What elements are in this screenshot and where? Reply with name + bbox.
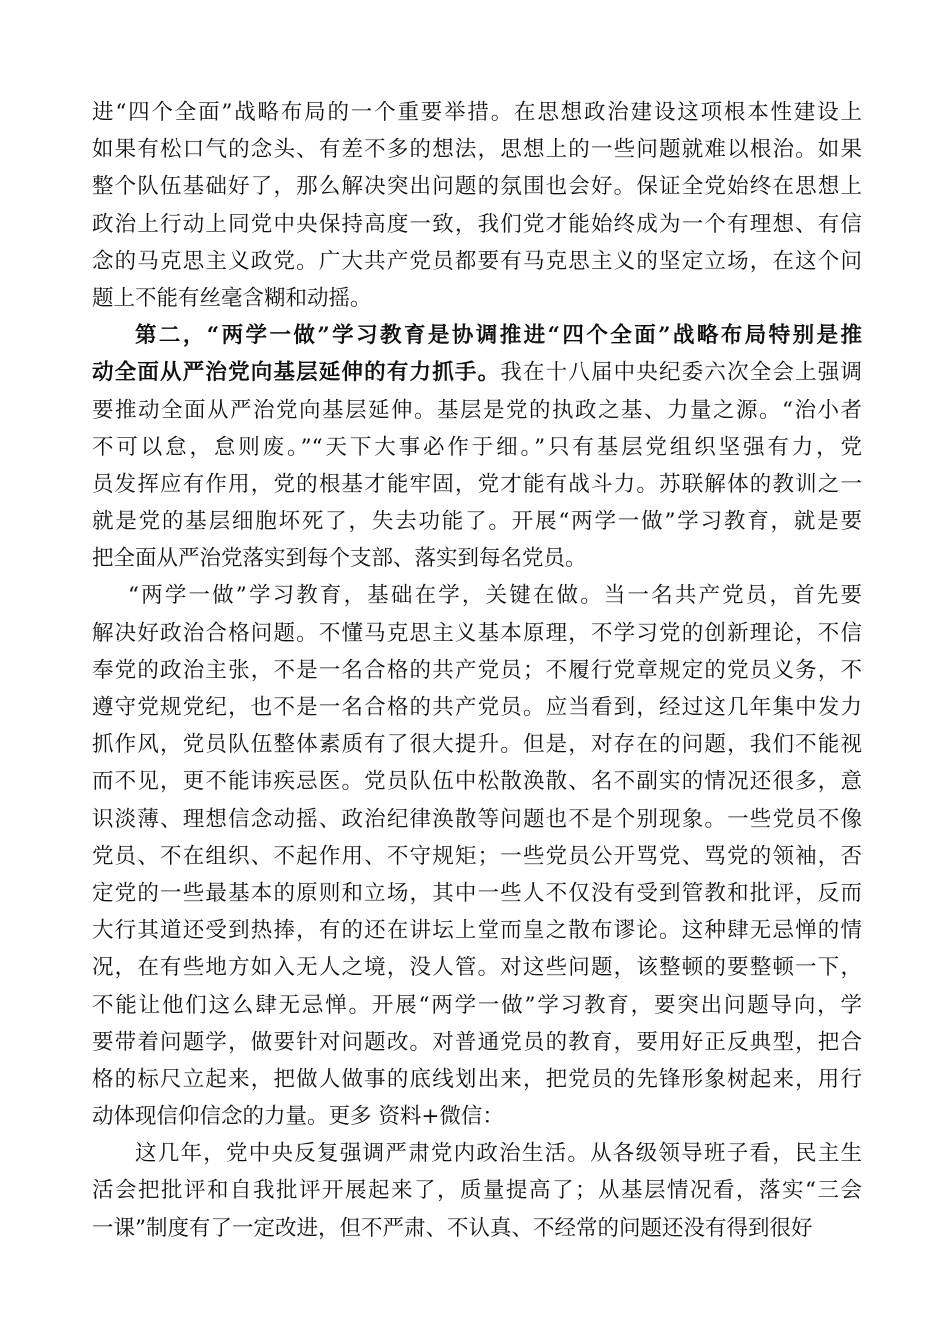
text-span: 定党的一些最基本的原则和立场，其中一些人不仅没有受到管教和批评，反而 [92,880,862,906]
text-line [92,354,862,391]
text-span: 进“四个全面”战略布局的一个重要举措。在思想政治建设这项根本性建设上 [92,100,862,125]
text-span: “两学一做”学习教育，基础在学，关键在做。当一名共产党员，首先要 [128,583,862,609]
text-line [92,131,862,168]
text-span: 大行其道还受到热捧，有的还在讲坛上堂而皇之散布谬论。这种肆无忌惮的情 [92,918,862,944]
text-line [92,168,862,205]
text-span: 如果有松口气的念头、有差不多的想法，思想上的一些问题就难以根治。如果 [92,137,862,163]
text-line [92,1024,862,1061]
paragraph [92,1135,862,1247]
text-span: 遵守党规党纪，也不是一名合格的共产党员。应当看到，经过这几年集中发力 [92,695,862,720]
text-line [92,280,862,317]
text-span: 要推动全面从严治党向基层延伸。基层是党的执政之基、力量之源。“治小者 [92,397,862,423]
text-span: 奉党的政治主张，不是一名合格的共产党员；不履行党章规定的党员义务，不 [92,657,862,683]
text-span: 这几年，党中央反复强调严肃党内政治生活。从各级领导班子看，民主生 [135,1141,862,1167]
text-span: 整个队伍基础好了，那么解决突出问题的氛围也会好。保证全党始终在思想上 [92,174,862,200]
text-span: 格的标尺立起来，把做人做事的底线划出来，把党员的先锋形象树起来，用行 [92,1066,862,1092]
text-span: 员发挥应有作用，党的根基才能牢固，党才能有战斗力。苏联解体的教训之一 [92,471,862,497]
text-span: 而不见，更不能讳疾忌医。党员队伍中松散涣散、名不副实的情况还很多，意 [92,769,862,795]
text-line [92,94,862,131]
text-span: 就是党的基层细胞坏死了，失去功能了。开展“两学一做”学习教育，就是要 [92,509,862,535]
text-span: 识淡薄、理想信念动摇、政治纪律涣散等问题也不是个别现象。一些党员不像 [92,806,862,832]
text-line [92,317,862,354]
text-line [92,763,862,800]
paragraph [92,94,862,317]
text-span: 题上不能有丝毫含糊和动摇。 [92,285,372,311]
text-span: 党员、不在组织、不起作用、不守规矩；一些党员公开骂党、骂党的领袖，否 [92,843,862,869]
bold-text: 动全面从严治党向基层延伸的有力抓手。 [92,360,501,386]
text-span: 政治上行动上同党中央保持高度一致，我们党才能始终成为一个有理想、有信 [92,211,862,237]
text-line [92,1135,862,1172]
text-span: 我在十八届中央纪委六次全会上强调 [500,360,862,386]
text-span: 不可以怠，怠则废。”“天下大事必作于细。”只有基层党组织坚强有力，党 [92,434,862,460]
text-line [92,503,862,540]
text-span: 况，在有些地方如入无人之境，没人管。对这些问题，该整顿的要整顿一下， [92,955,862,981]
text-line [92,987,862,1024]
text-line [92,1210,862,1247]
text-line [92,1061,862,1098]
text-line [92,838,862,875]
text-line [92,949,862,986]
text-line [92,726,862,763]
paragraph [92,317,862,577]
text-line [92,652,862,689]
text-span: 解决好政治合格问题。不懂马克思主义基本原理，不学习党的创新理论，不信 [92,620,862,646]
text-span: 不能让他们这么肆无忌惮。开展“两学一做”学习教育，要突出问题导向，学 [92,992,862,1018]
text-span: 念的马克思主义政党。广大共产党员都要有马克思主义的坚定立场，在这个问 [92,248,862,274]
text-line [92,1098,862,1135]
text-line [92,392,862,429]
text-line [92,689,862,726]
text-line [92,429,862,466]
bold-text: 第二，“两学一做”学习教育是协调推进“四个全面”战略布局特别是推 [135,323,862,349]
text-line [92,466,862,503]
text-line [92,540,862,577]
text-line [92,1172,862,1209]
text-span: 动体现信仰信念的力量。更多 资料+微信： [92,1104,504,1130]
text-span: 一课”制度有了一定改进，但不严肃、不认真、不经常的问题还没有得到很好 [92,1215,813,1241]
text-span: 活会把批评和自我批评开展起来了，质量提高了；从基层情况看，落实“三会 [92,1178,862,1204]
document-body [92,94,862,1247]
text-line [92,875,862,912]
text-span: 抓作风，党员队伍整体素质有了很大提升。但是，对存在的问题，我们不能视 [92,732,862,758]
text-line [92,577,862,614]
text-line [92,912,862,949]
text-line [92,801,862,838]
text-line [92,615,862,652]
text-line [92,206,862,243]
text-span: 要带着问题学，做要针对问题改。对普通党员的教育，要用好正反典型，把合 [92,1029,862,1055]
paragraph [92,577,862,1135]
text-line [92,243,862,280]
text-span: 把全面从严治党落实到每个支部、落实到每名党员。 [92,546,587,572]
